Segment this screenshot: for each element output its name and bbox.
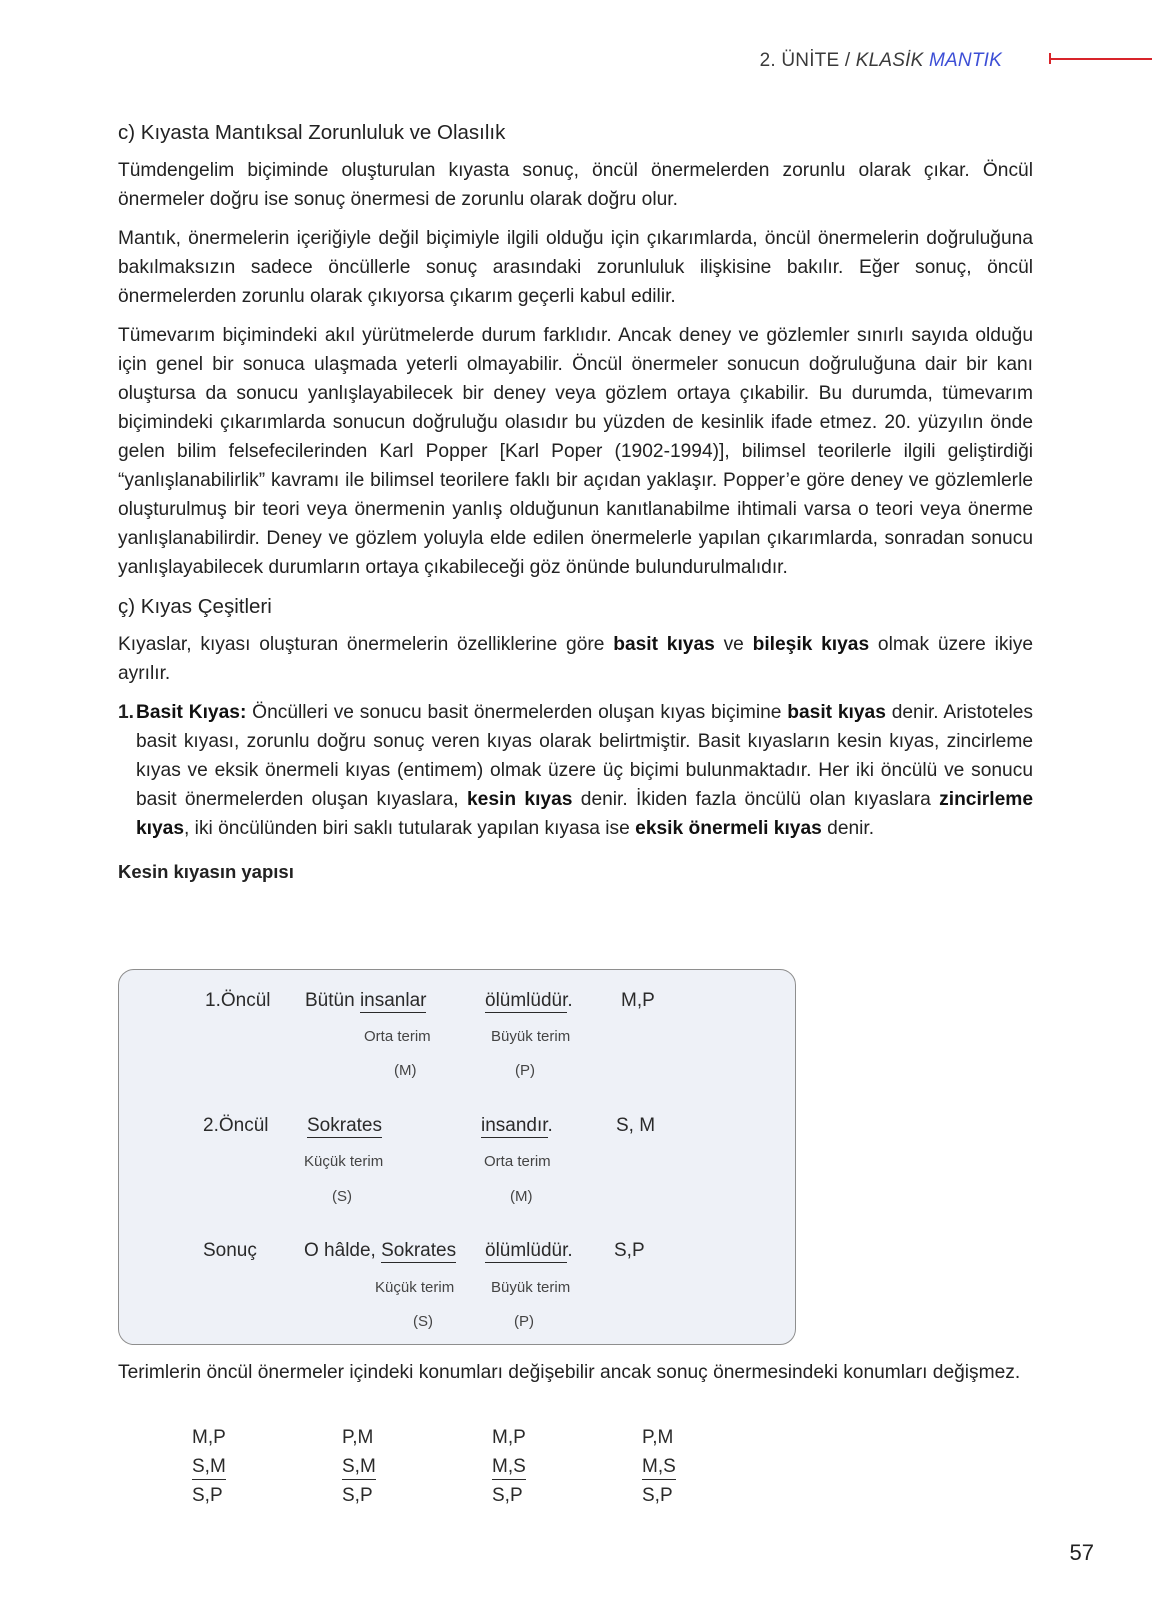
p4-text-e: olmak üzere ikiye ayrılır. bbox=[118, 634, 1033, 684]
row3-proposition bbox=[304, 1240, 456, 1262]
row1-period: . bbox=[567, 990, 573, 1011]
list-item-basit-kiyas bbox=[118, 698, 1033, 843]
row2-predicate-symbol: (M) bbox=[510, 1188, 533, 1205]
row2-subject-symbol: (S) bbox=[332, 1188, 352, 1205]
figure-2-second: S,M bbox=[342, 1455, 376, 1480]
topic-label-b: MANTIK bbox=[929, 50, 1002, 71]
li-text-g: , iki öncülünden biri saklı tutularak yapılan kıyasa ise bbox=[184, 818, 636, 839]
row3-prefix: O hâlde, bbox=[304, 1240, 382, 1261]
structure-title: Kesin kıyasın yapısı bbox=[118, 861, 294, 882]
paragraph-1: Tümdengelim biçiminde oluşturulan kıyasta sonuç, öncül önermelerden zorunlu olarak çıkar. Öncül önermeler doğru ise sonuç önermesi de zorunlu olarak doğru olur. bbox=[118, 160, 1033, 210]
paragraph-2: Mantık, önermelerin içeriğiyle değil biçimiyle ilgili olduğu için çıkarımlarda, öncül önermelerin doğruluğuna bakılmaksızın sadece öncüllerle sonuç arasındaki zorunluluk ilişkisine bakılır. Eğer sonuç, öncül önermelerden zorunlu olarak çıkıyorsa çıkarım geçerli kabul edilir. bbox=[118, 228, 1033, 307]
figure-4-conclusion: S,P bbox=[642, 1485, 673, 1506]
positions-note: Terimlerin öncül önermeler içindeki konumları değişebilir ancak sonuç önermesindeki konumları değişmez. bbox=[118, 1362, 1021, 1383]
topic-label-a: KLASİK bbox=[855, 50, 930, 71]
row3-subject: Sokrates bbox=[381, 1240, 457, 1261]
row2-code: S, M bbox=[616, 1115, 656, 1136]
section-title-cc: ç) Kıyas Çeşitleri bbox=[118, 595, 272, 618]
row1-code: M,P bbox=[621, 990, 655, 1011]
row3-predicate: ölümlüdür bbox=[485, 1240, 568, 1261]
figure-3-second: M,S bbox=[492, 1455, 526, 1480]
list-number: 1. bbox=[118, 702, 135, 723]
li-text-i: denir. bbox=[821, 818, 875, 839]
term-zincirleme-kiyas: zincirleme kıyas bbox=[136, 789, 1033, 839]
li-text-c: denir. Aristoteles basit kıyası, zorunlu doğru sonuç veren kıyas olarak belirtmiştir. Basit kıyasların kesin kıyas, zincirleme kıyas ve eksik önermeli kıyas (entimem) olmak üzere üç biçimi bulunmaktadır. Her iki öncülü ve sonucu basit önermelerden oluşan kıyaslara, bbox=[136, 702, 1033, 810]
term-eksik-onermeli-kiyas: eksik önermeli kıyas bbox=[635, 818, 822, 839]
term-basit-kiyas-2: basit kıyas bbox=[787, 702, 886, 723]
paragraph-3: Tümevarım biçimindeki akıl yürütmelerde durum farklıdır. Ancak deney ve gözlemler sınırlı sayıda olduğu için genel bir sonuca ulaşmada yeterli olmayabilir. Öncül önermeler sonucun doğruluğuna dair bir kanı oluştursa da sonucu yanlışlayabilecek bir deney veya gözlem ortaya çıkabilir. Bu durumda, tümevarım biçimindeki çıkarımlarda sonucun doğruluğu olasıdır bu yüzden de kesinlik ifade etmez. 20. yüzyılın önde gelen bilim felsefecilerinden Karl Popper [Karl Poper (1902-1994)], bilimsel teorilerle ilgili geliştirdiği “yanlışlanabilirlik” kavramı ile bilimsel teorilere faklı bir açıdan yaklaşır. Popper’e göre deney ve gözlemlerle oluşturulmuş bir teori veya önermenin yanlış olduğunun kanıtlanabilme ihtimali varsa o teori veya önerme yanlışlanabilirdir. Deney ve gözlem yoluyla elde edilen önermelerle yapılan çıkarımlarda, sonradan sonucu yanlışlayabilecek durumların ortaya çıkabileceği göz önünde bulundurulmalıdır. bbox=[118, 325, 1033, 578]
running-header bbox=[760, 50, 1002, 72]
row3-predicate-term: Büyük terim bbox=[491, 1279, 571, 1296]
row3-code: S,P bbox=[614, 1240, 645, 1261]
row2-predicate-wrap bbox=[481, 1115, 553, 1137]
p4-text-a: Kıyaslar, kıyası oluşturan önermelerin özelliklerine göre bbox=[118, 634, 614, 655]
figure-1-conclusion: S,P bbox=[192, 1485, 223, 1506]
header-marker-line bbox=[1049, 58, 1152, 60]
row1-subject: insanlar bbox=[359, 990, 427, 1011]
p4-text-c: ve bbox=[714, 634, 753, 655]
row3-predicate-symbol: (P) bbox=[514, 1313, 534, 1330]
figure-4-second: M,S bbox=[642, 1455, 676, 1480]
row3-subject-symbol: (S) bbox=[413, 1313, 433, 1330]
row1-predicate-term: Büyük terim bbox=[491, 1028, 571, 1045]
row1-predicate-wrap bbox=[485, 990, 573, 1012]
row2-subject: Sokrates bbox=[307, 1115, 382, 1136]
syllogism-structure-box bbox=[118, 969, 796, 1345]
row2-period: . bbox=[547, 1115, 553, 1136]
row3-predicate-wrap bbox=[485, 1240, 573, 1262]
row1-subject-term: Orta terim bbox=[364, 1028, 431, 1045]
row3-subject-term: Küçük terim bbox=[375, 1279, 455, 1296]
row3-label: Sonuç bbox=[203, 1240, 257, 1261]
row1-predicate-symbol: (P) bbox=[515, 1062, 535, 1079]
page-number: 57 bbox=[1069, 1540, 1094, 1565]
row1-subject-symbol: (M) bbox=[394, 1062, 417, 1079]
figure-1 bbox=[192, 1423, 226, 1510]
figure-2-first: P,M bbox=[342, 1427, 374, 1448]
row2-subject-term: Küçük terim bbox=[304, 1153, 384, 1170]
row2-label: 2.Öncül bbox=[203, 1115, 269, 1136]
figure-1-first: M,P bbox=[192, 1427, 226, 1448]
term-kesin-kiyas: kesin kıyas bbox=[466, 789, 573, 810]
section-title-c: c) Kıyasta Mantıksal Zorunluluk ve Olasılık bbox=[118, 121, 506, 144]
row1-predicate: ölümlüdür bbox=[485, 990, 568, 1011]
row2-predicate: insandır bbox=[481, 1115, 548, 1136]
row1-label: 1.Öncül bbox=[205, 990, 271, 1011]
figure-3 bbox=[492, 1423, 526, 1510]
unit-label: 2. ÜNİTE / bbox=[759, 50, 856, 71]
li-text-e: denir. İkiden fazla öncülü olan kıyaslara bbox=[572, 789, 940, 810]
figure-3-first: M,P bbox=[492, 1427, 526, 1448]
row2-proposition bbox=[307, 1115, 382, 1137]
figure-1-second: S,M bbox=[192, 1455, 226, 1480]
row3-period: . bbox=[567, 1240, 573, 1261]
figure-2-conclusion: S,P bbox=[342, 1485, 373, 1506]
row1-proposition bbox=[305, 990, 426, 1012]
term-basit-kiyas: basit kıyas bbox=[613, 634, 715, 655]
figure-2 bbox=[342, 1423, 376, 1510]
term-bilesik-kiyas: bileşik kıyas bbox=[752, 634, 870, 655]
li-text-a: Öncülleri ve sonucu basit önermelerden oluşan kıyas biçimine bbox=[246, 702, 788, 723]
paragraph-4 bbox=[118, 630, 1033, 688]
figure-3-conclusion: S,P bbox=[492, 1485, 523, 1506]
main-content bbox=[118, 118, 1033, 900]
row2-predicate-term: Orta terim bbox=[484, 1153, 551, 1170]
row1-prefix: Bütün bbox=[305, 990, 360, 1011]
list-heading: Basit Kıyas: bbox=[136, 702, 247, 723]
figure-4-first: P,M bbox=[642, 1427, 674, 1448]
figure-4 bbox=[642, 1423, 676, 1510]
